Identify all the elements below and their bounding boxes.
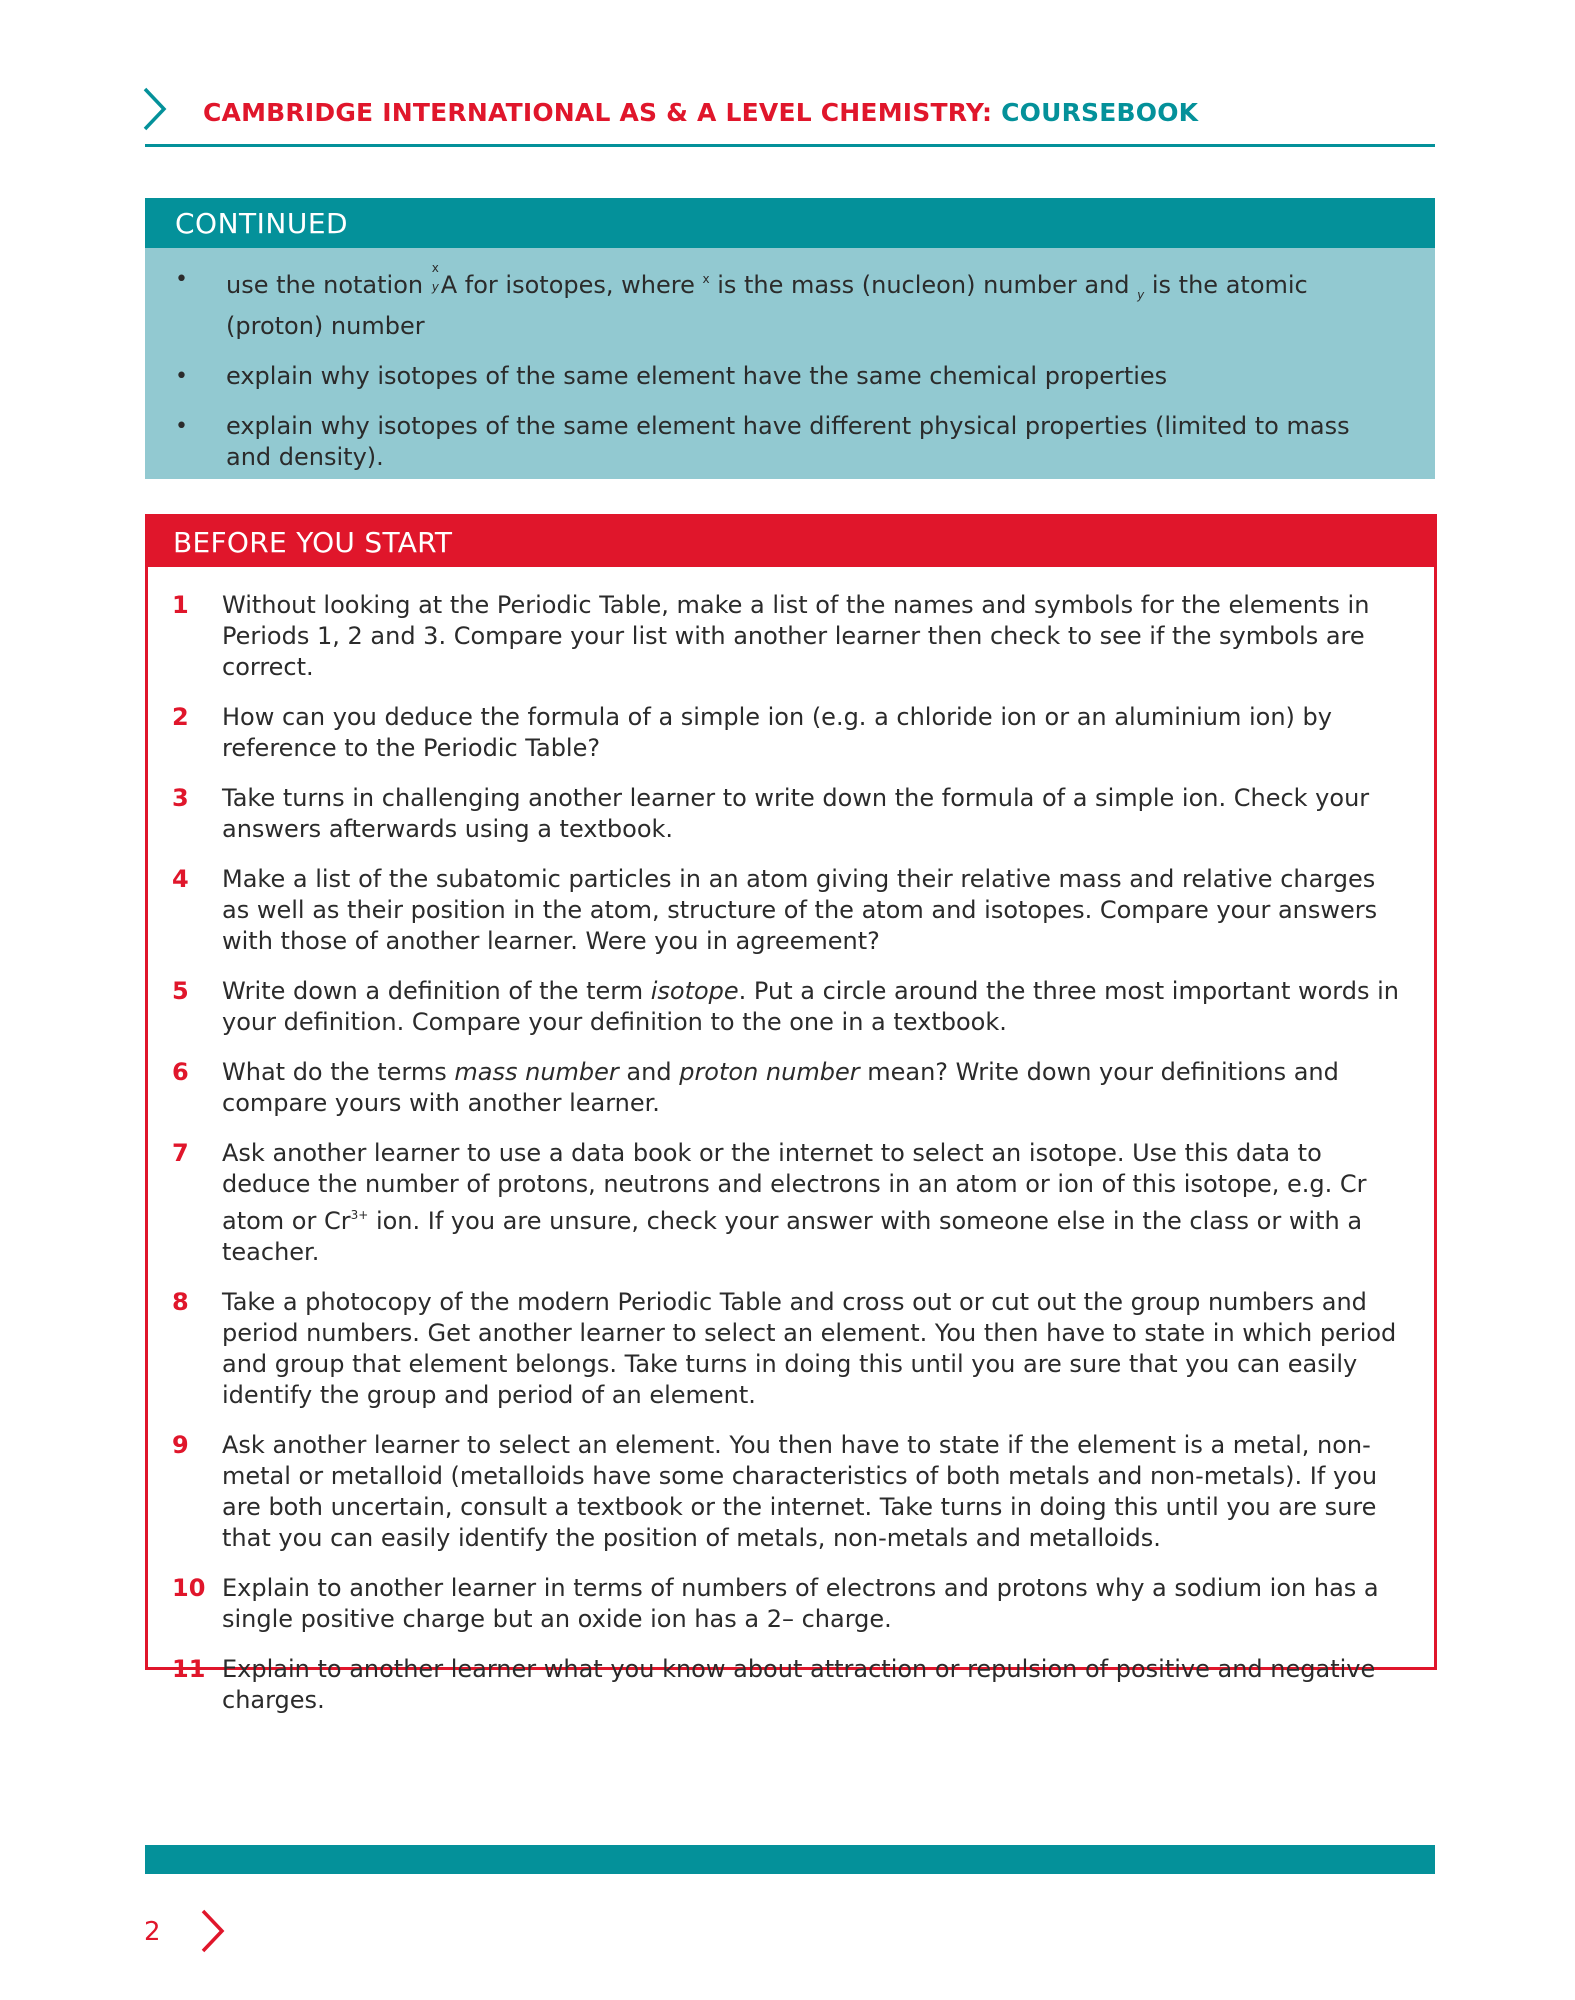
header-title-coursebook: COURSEBOOK bbox=[1001, 98, 1199, 127]
list-item: 3 Take turns in challenging another learner to write down the formula of a simple ion. Check your answers afterwards using a textbook. bbox=[172, 784, 1370, 843]
list-item: 8 Take a photocopy of the modern Periodic Table and cross out or cut out the group numbers and period numbers. Get another learner to select an element. You then have to state in which period and group that element belongs. Take turns in doing this until you are sure that you can easily identify the group and period of an element. bbox=[172, 1288, 1397, 1409]
item-number: 3 bbox=[172, 784, 189, 812]
list-item: • use the notation x y A for isotopes, where $^x$ is the mass (nucleon) number and $_y$ is the atomic (proton) number bbox=[175, 261, 1308, 340]
header-divider bbox=[145, 144, 1435, 147]
list-item: 4 Make a list of the subatomic particles in an atom giving their relative mass and relative charges as well as their position in the atom, structure of the atom and isotopes. Compare your answers with those of another learner. Were you in agreement? bbox=[172, 865, 1378, 955]
bullet-icon: • bbox=[175, 267, 188, 292]
list-item: • explain why isotopes of the same element have different physical properties (limited to mass and density). bbox=[175, 412, 1350, 471]
footer-bar bbox=[145, 1845, 1435, 1874]
item-number: 4 bbox=[172, 865, 189, 893]
before-you-start-list bbox=[148, 567, 1434, 1716]
header-title-main: CAMBRIDGE INTERNATIONAL AS & A LEVEL CHEMISTRY: bbox=[203, 98, 1002, 127]
list-item: 6 What do the terms mass number and proton number mean? Write down your definitions and compare yours with another learner. bbox=[172, 1058, 1339, 1117]
running-header bbox=[203, 98, 1198, 127]
continued-box bbox=[145, 198, 1435, 479]
before-you-start-box bbox=[145, 514, 1437, 1714]
item-number: 5 bbox=[172, 977, 189, 1005]
continued-heading: CONTINUED bbox=[145, 198, 1435, 248]
bullet-icon: • bbox=[175, 414, 188, 439]
item-number: 1 bbox=[172, 591, 189, 619]
bullet-icon: • bbox=[175, 364, 188, 389]
item-number: 9 bbox=[172, 1431, 189, 1459]
chevron-right-icon bbox=[142, 86, 168, 132]
list-item: 7 Ask another learner to use a data book or the internet to select an isotope. Use this data to deduce the number of protons, neutrons and electrons in an atom or ion of this isotope, e.g. Cr atom or $Cr^{3+}$ ion. If you are unsure, check your answer with someone else in the class or with a teacher. bbox=[172, 1139, 1367, 1266]
item-number: 2 bbox=[172, 703, 189, 731]
list-item: 1 Without looking at the Periodic Table, make a list of the names and symbols for the elements in Periods 1, 2 and 3. Compare your list with another learner then check to see if the symbols are correct. bbox=[172, 591, 1370, 681]
item-number: 11 bbox=[172, 1655, 206, 1683]
list-item: 9 Ask another learner to select an element. You then have to state if the element is a metal, non-metal or metalloid (metalloids have some characteristics of both metals and non-metals). If you are both uncertain, consult a textbook or the internet. Take turns in doing this until you are sure that you can easily identify the position of metals, non-metals and metalloids. bbox=[172, 1431, 1378, 1552]
page-number: 2 bbox=[144, 1917, 161, 1947]
item-number: 8 bbox=[172, 1288, 189, 1316]
isotope-notation: x y bbox=[431, 261, 439, 294]
list-item: 11 Explain to another learner what you know about attraction or repulsion of positive and negative charges. bbox=[172, 1655, 1376, 1714]
list-item: 10 Explain to another learner in terms of numbers of electrons and protons why a sodium ion has a single positive charge but an oxide ion has a 2– charge. bbox=[172, 1574, 1379, 1633]
continued-list bbox=[145, 248, 1435, 473]
item-number: 7 bbox=[172, 1139, 189, 1167]
before-you-start-heading: BEFORE YOU START bbox=[148, 517, 1434, 567]
list-item: 5 Write down a definition of the term isotope. Put a circle around the three most important words in your definition. Compare your definition to the one in a textbook. bbox=[172, 977, 1399, 1036]
chevron-right-icon bbox=[200, 1908, 226, 1954]
list-item: 2 How can you deduce the formula of a simple ion (e.g. a chloride ion or an aluminium ion) by reference to the Periodic Table? bbox=[172, 703, 1332, 762]
item-number: 10 bbox=[172, 1574, 206, 1602]
list-item: • explain why isotopes of the same element have the same chemical properties bbox=[175, 362, 1168, 390]
item-number: 6 bbox=[172, 1058, 189, 1086]
